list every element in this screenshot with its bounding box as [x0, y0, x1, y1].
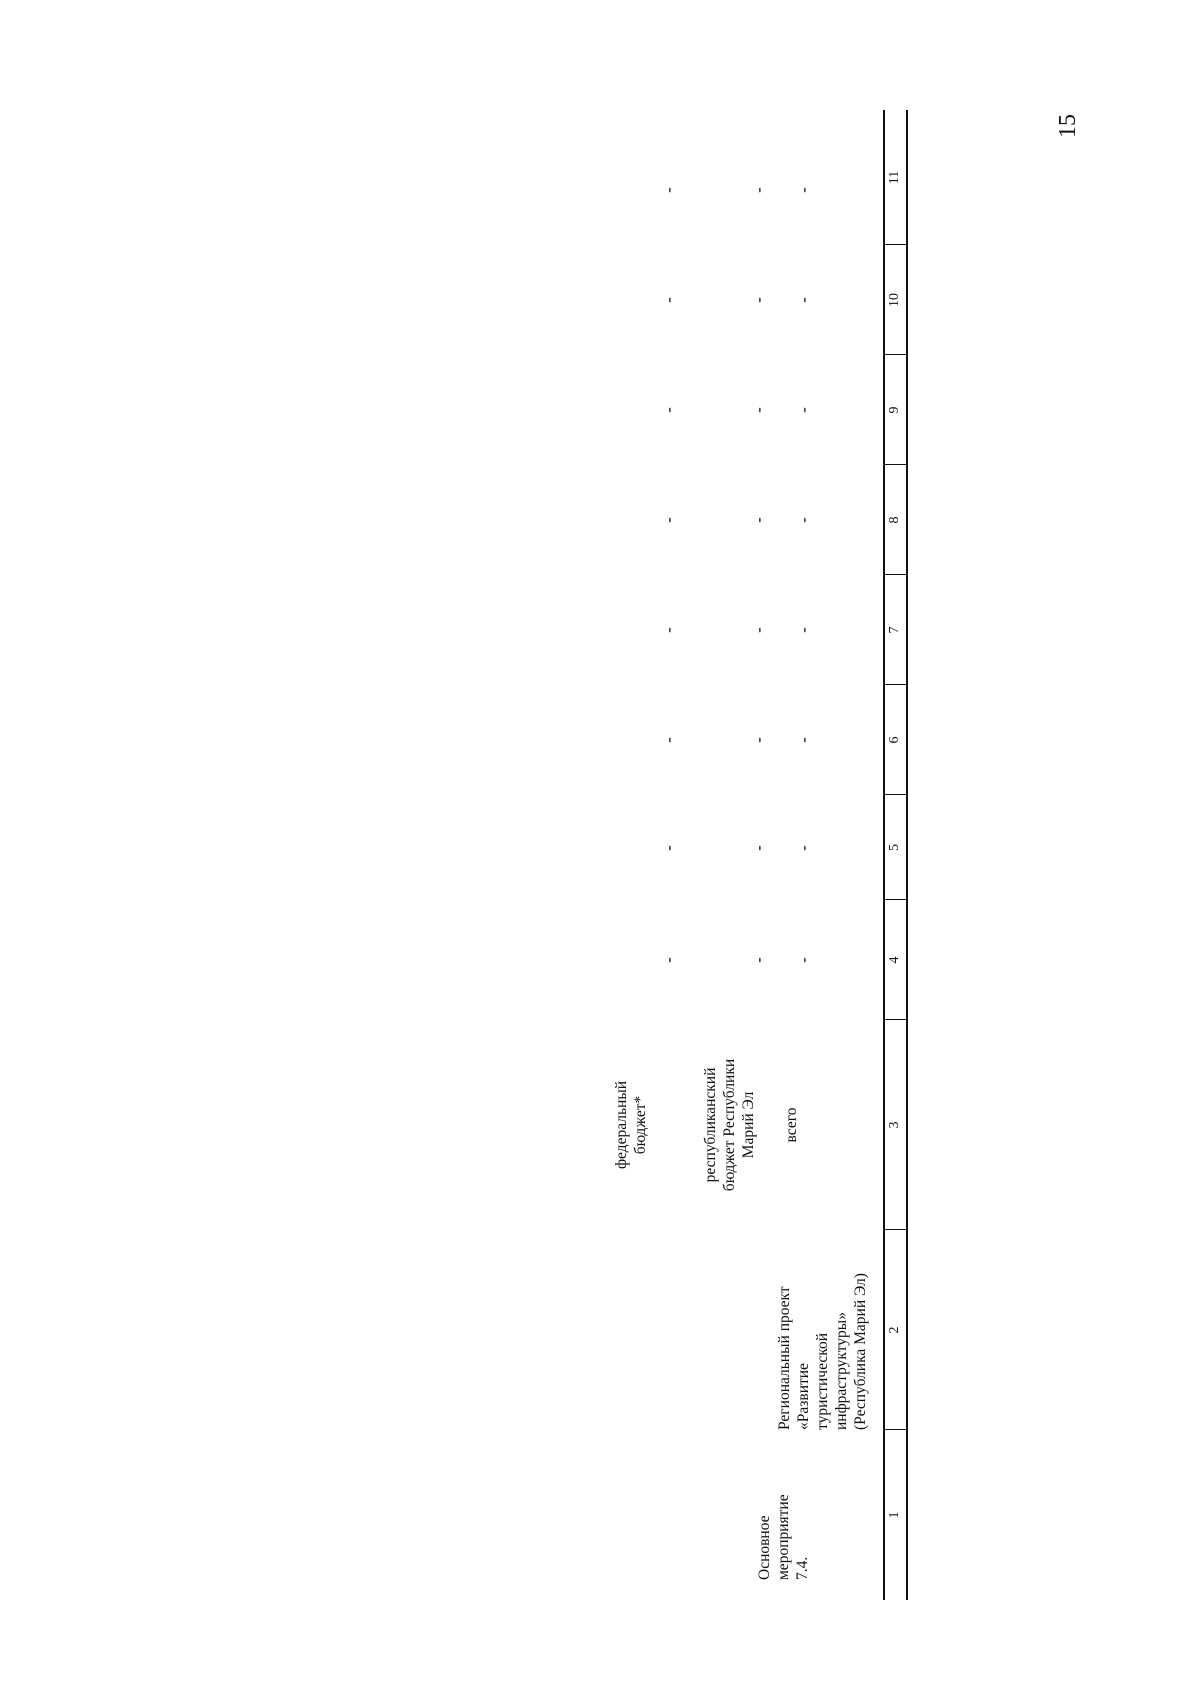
column-number-5: 5	[887, 844, 902, 851]
value-cell: -	[659, 187, 678, 193]
value-cell: -	[659, 845, 678, 851]
value-cell: -	[794, 737, 813, 743]
measure-cell	[755, 1440, 812, 1580]
column-number-3: 3	[887, 1121, 902, 1129]
column-number-11: 11	[887, 170, 902, 185]
value-cell: -	[749, 517, 768, 523]
value-cell: -	[659, 517, 678, 523]
source-total	[782, 1030, 801, 1220]
project-line: туристической	[814, 1332, 831, 1430]
value-cell: -	[794, 845, 813, 851]
value-cell: -	[659, 957, 678, 963]
value-cell: -	[794, 407, 813, 413]
measure-line: 7.4.	[794, 1556, 811, 1580]
value-cell: -	[794, 957, 813, 963]
source-republic-budget	[701, 1030, 758, 1220]
column-number-7: 7	[887, 626, 902, 634]
measure-line: мероприятие	[775, 1494, 792, 1580]
value-cell: -	[749, 297, 768, 303]
value-cell: -	[659, 297, 678, 303]
column-number-6: 6	[887, 736, 902, 744]
column-number-10: 10	[887, 293, 902, 307]
source-line: республиканский	[702, 1067, 719, 1183]
rotated-table-sheet	[55, 110, 1145, 1600]
value-cell: -	[659, 407, 678, 413]
value-cell: -	[794, 517, 813, 523]
column-number-2: 2	[887, 1326, 902, 1334]
project-line: Региональный проект	[776, 1286, 793, 1430]
value-cell: -	[749, 737, 768, 743]
page-number: 15	[1055, 114, 1081, 138]
source-line: федеральный	[613, 1080, 630, 1170]
project-line: «Развитие	[795, 1363, 812, 1430]
source-line: бюджет Республики	[721, 1058, 738, 1192]
value-cell: -	[659, 737, 678, 743]
value-cell: -	[749, 407, 768, 413]
value-cell: -	[749, 957, 768, 963]
project-cell	[775, 1230, 870, 1430]
header-bottom-border	[906, 110, 908, 1600]
value-cell: -	[794, 627, 813, 633]
value-cell: -	[749, 845, 768, 851]
project-line: (Республика Марий Эл)	[852, 1273, 869, 1430]
source-line: всего	[783, 1107, 800, 1143]
project-line: инфраструктуры»	[833, 1312, 850, 1430]
source-line: бюджет*	[632, 1095, 649, 1155]
column-number-8: 8	[887, 516, 902, 524]
value-cell: -	[794, 297, 813, 303]
column-number-4: 4	[887, 956, 902, 964]
value-cell: -	[659, 627, 678, 633]
value-cell: -	[749, 187, 768, 193]
column-number-1: 1	[887, 1511, 902, 1519]
value-cell: -	[749, 627, 768, 633]
source-line: Марий Эл	[740, 1091, 757, 1159]
source-federal-budget	[612, 1030, 650, 1220]
value-cell: -	[794, 187, 813, 193]
column-number-9: 9	[887, 406, 902, 414]
measure-line: Основное	[756, 1515, 773, 1580]
